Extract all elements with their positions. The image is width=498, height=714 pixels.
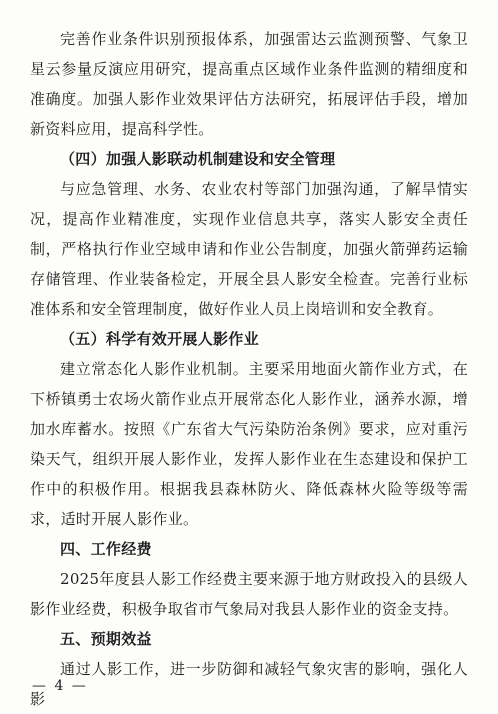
document-page bbox=[30, 24, 468, 714]
paragraph-condition-forecast: 完善作业条件识别预报体系，加强雷达云监测预警、气象卫星云参量反演应用研究，提高重点区域作业条件监测的精细度和准确度。加强人影作业效果评估方法研究，拓展评估手段，增加新资料应用，提高科学性。 bbox=[30, 30, 468, 138]
page-number: — 4 — bbox=[32, 678, 88, 694]
subsection-heading-5: （五）科学有效开展人影作业 bbox=[60, 330, 259, 348]
paragraph-funding: 2025年度县人影工作经费主要来源于地方财政投入的县级人影作业经费，积极争取省市气象局对我县人影作业的资金支持。 bbox=[30, 570, 468, 618]
subsection-heading-4: （四）加强人影联动机制建设和安全管理 bbox=[60, 150, 336, 168]
paragraph-operations: 建立常态化人影作业机制。主要采用地面火箭作业方式，在下桥镇勇士农场火箭作业点开展常态化人影作业，涵养水源，增加水库蓄水。按照《广东省大气污染防治条例》要求，应对重污染天气，组织开展人影作业，发挥人影作业在生态建设和保护工作中的积极作用。根据我县森林防火、降低森林火险等级等需求，适时开展人影作业。 bbox=[30, 360, 468, 528]
paragraph-linkage-safety: 与应急管理、水务、农业农村等部门加强沟通，了解旱情实况，提高作业精准度，实现作业信息共享，落实人影安全责任制，严格执行作业空域申请和作业公告制度，加强火箭弹药运输存储管理、作业装备检定，开展全县人影安全检查。完善行业标准体系和安全管理制度，做好作业人员上岗培训和安全教育。 bbox=[30, 180, 468, 318]
paragraph-benefits: 通过人影工作，进一步防御和减轻气象灾害的影响，强化人影 bbox=[30, 660, 468, 708]
section-heading-funding: 四、工作经费 bbox=[60, 540, 152, 558]
section-heading-benefits: 五、预期效益 bbox=[60, 630, 152, 648]
